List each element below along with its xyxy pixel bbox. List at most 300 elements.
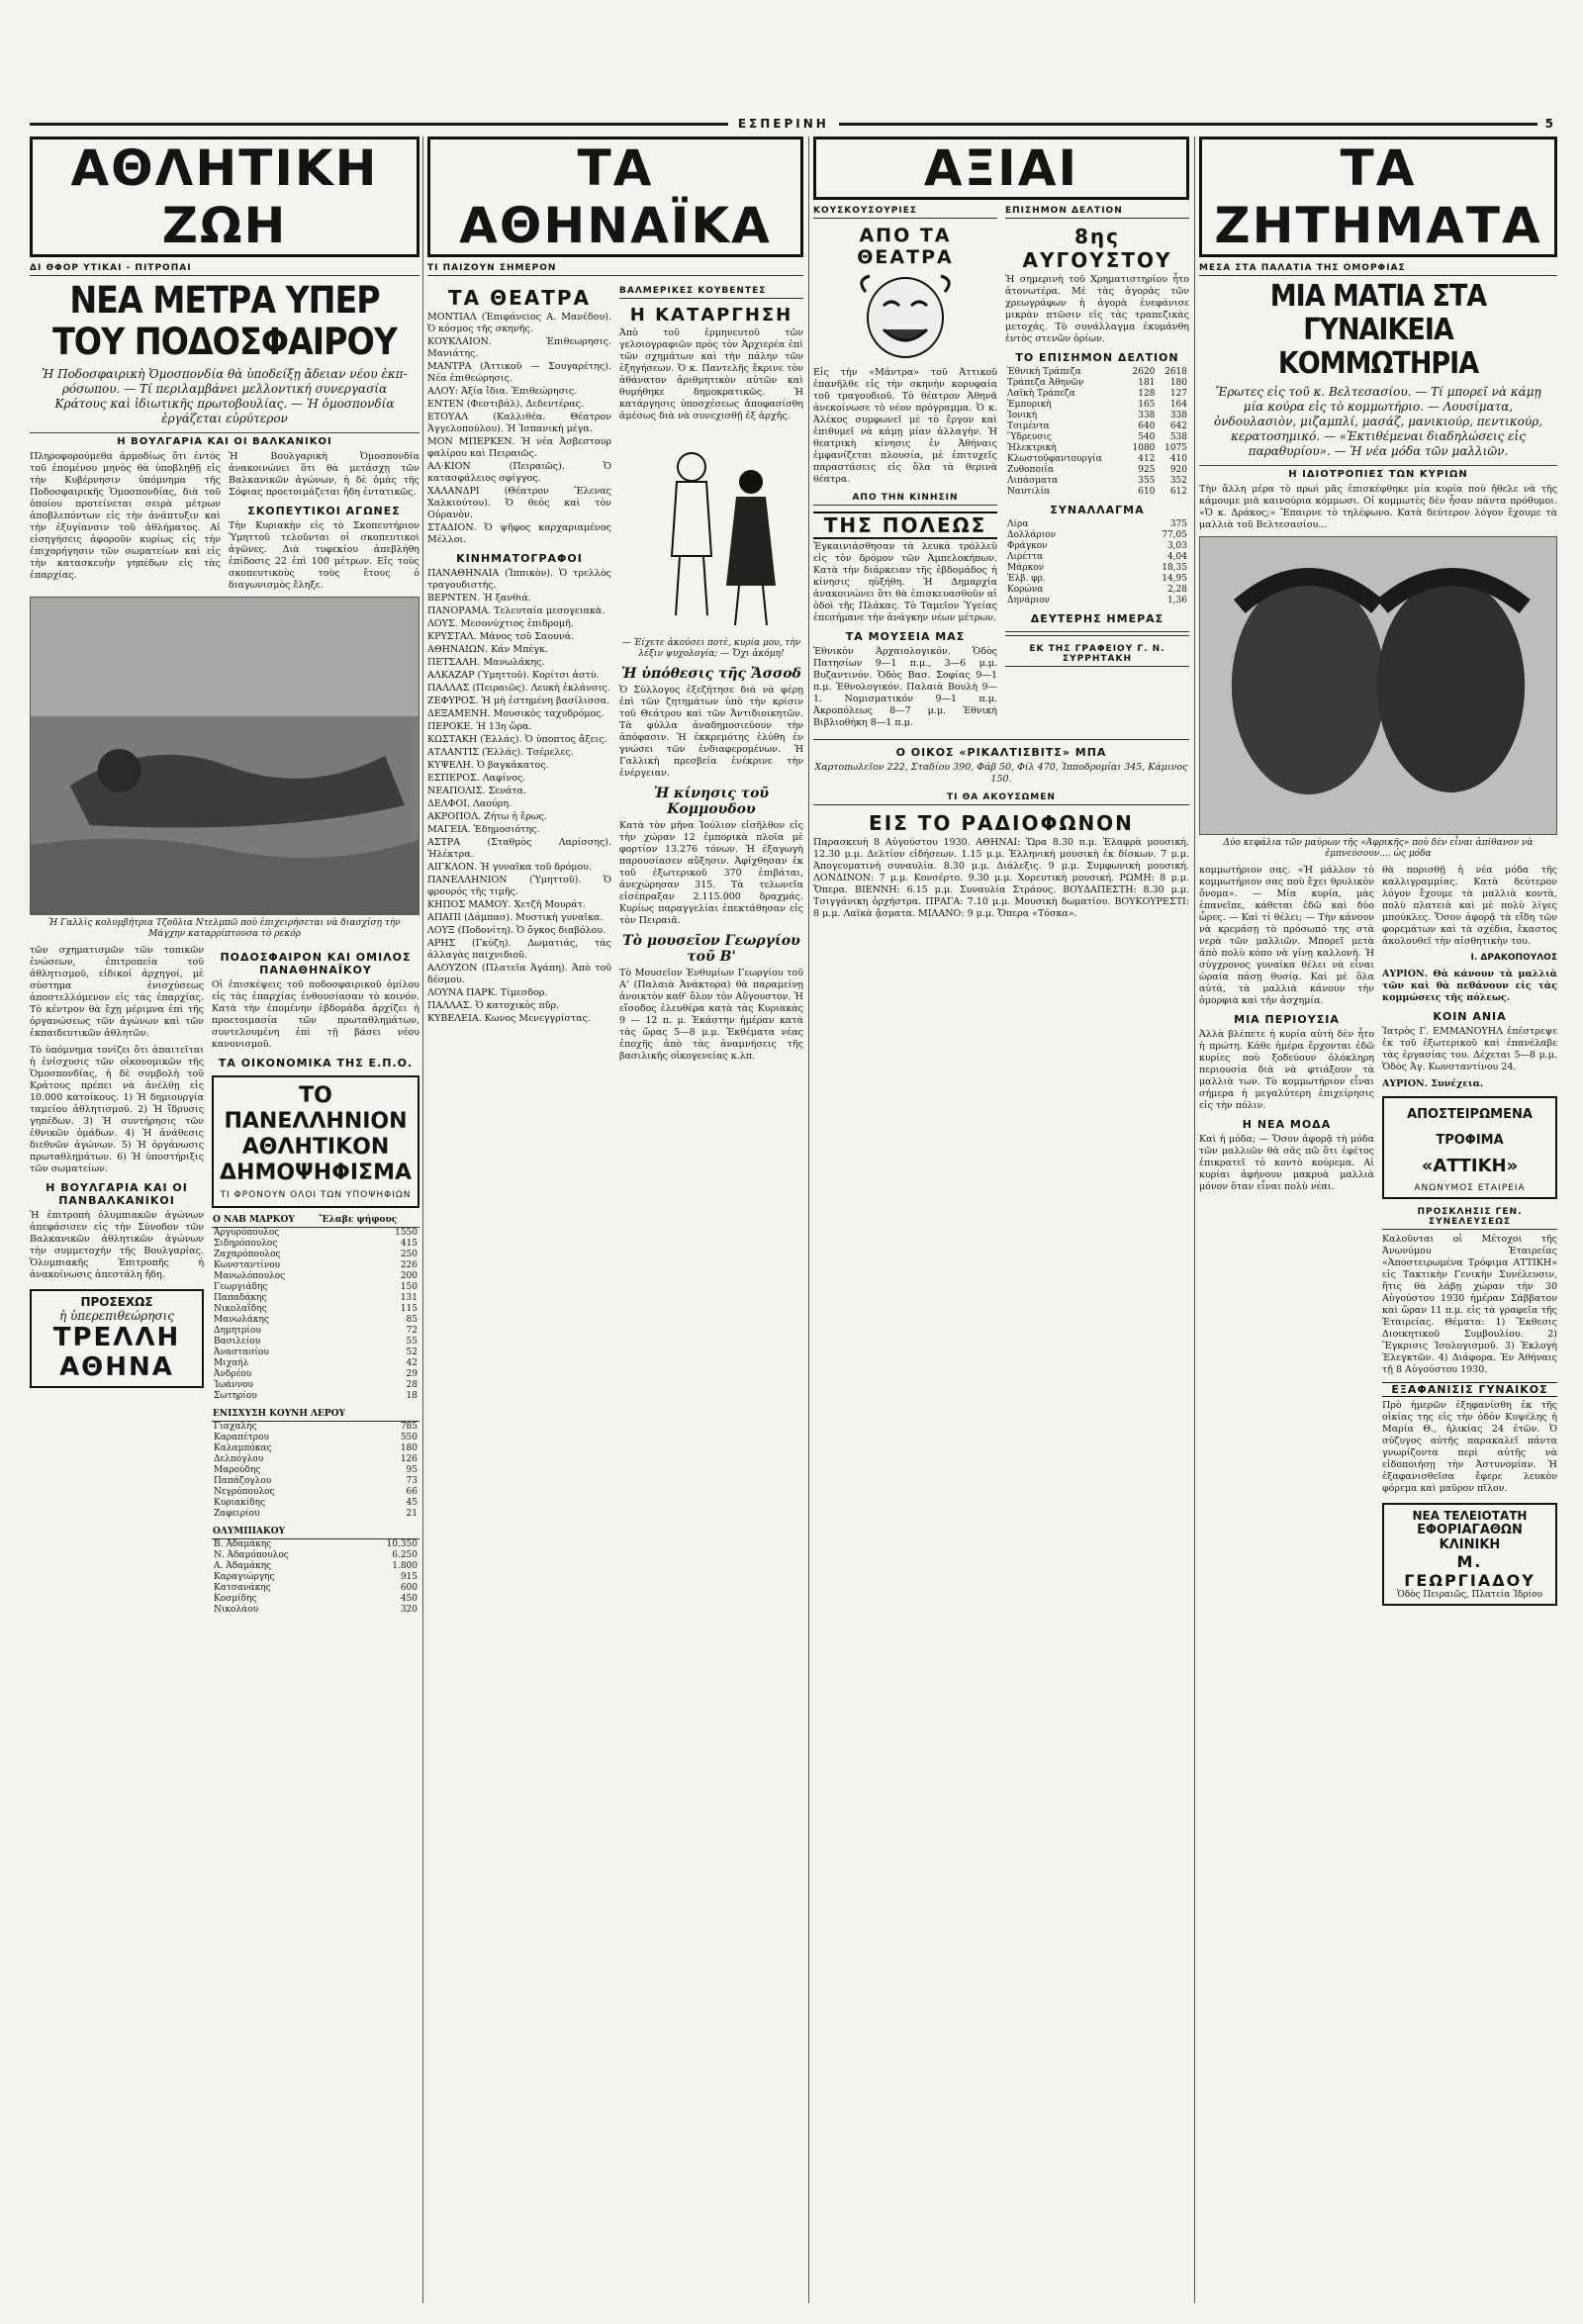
table-row bbox=[212, 1550, 419, 1561]
table-cell-value: 6.250 bbox=[392, 1550, 418, 1560]
kicker: ΜΕΣΑ ΣΤΑ ΠΑΛΑΤΙΑ ΤΗΣ ΟΜΟΡΦΙΑΣ bbox=[1199, 261, 1557, 276]
masthead bbox=[30, 117, 1553, 131]
table-row bbox=[212, 1315, 419, 1326]
advert-line: ΕΦΟΡΙΑΓΑΘΩΝ ΚΛΙΝΙΚΗ bbox=[1417, 1523, 1523, 1552]
section-heading: ΔΕΥΤΕΡΗΣ ΗΜΕΡΑΣ bbox=[1030, 612, 1164, 625]
article-body: Τὴν ἄλλη μέρα τὸ πρωὶ μᾶς ἐπισκέφθηκε μία κυρία ποὺ ἤθελε νὰ τῆς κάμουμε μιὰ καινούρια κόμμωσι. Οἱ κομμωτὲς δὲν ἦσαν πάντα πρόθυμοι. «Ὁ κ. Δράκος;» Ἔπαιρνε τὸ τηλέφωνο. Κατὰ δεύτερον λόγον ἔχουμε τὰ μαλλιὰ τοῦ Βελτεσασίου... bbox=[1199, 484, 1557, 530]
article-body: Εἰς τὴν «Μάντρα» τοῦ Ἀττικοῦ ἐπανῆλθε εἰς τὴν σκηνὴν κορυφαία τοῦ τραγουδιοῦ. Τὸ θέατρον Ἀθηνᾶ ἀνεκοίνωσε τὸ νέον πρόγραμμα. Ὁ κ. Ἀλέκος συμφωνεῖ μὲ τὸ ἔργον καὶ ἐπιθυμεῖ νὰ κάμῃ μίαν ἀλλαγὴν. Ἡ θεατρικὴ κίνησις ἐν Ἀθήναις ἐμφανίζεται πλουσία, μὲ ἐπιτυχεῖς παραστάσεις εἰς ὅλα τὰ θερινὰ θέατρα. bbox=[813, 367, 997, 485]
table-cell-value: 612 bbox=[1169, 487, 1187, 497]
table-cell-value: 42 bbox=[406, 1358, 418, 1368]
paper-name: ΕΣΠΕΡΙΝΗ bbox=[737, 117, 829, 131]
table-cell-label: Μάρκον bbox=[1007, 563, 1045, 573]
table-cell-label: Α. Ἀδαμάκης bbox=[214, 1561, 272, 1571]
list-item: ΛΟΥΣ. Μεσονύχτιος ἐπιδρομῆ. bbox=[427, 618, 574, 629]
table-cell-value: 538 bbox=[1169, 432, 1187, 442]
section-heading: Η ΙΔΙΟΤΡΟΠΙΕΣ ΤΩΝ ΚΥΡΙΩΝ bbox=[1199, 465, 1557, 480]
list-item: ΜΑΓΕΙΑ. Ἐδημοσιότης. bbox=[427, 824, 540, 835]
table-cell-label: Μαρούδης bbox=[214, 1465, 261, 1475]
photo-caption: Ἡ Γαλλὶς κολυμβήτρια Τζοῦλια Ντελμπῶ ποὺ ἐπιχειρήσεται νὰ διασχίσῃ τὴν Μάγχην καταρρίπτουσα τὸ ρεκόρ bbox=[48, 918, 401, 939]
listing-columns bbox=[427, 280, 803, 1068]
article-body: Ἡ Βουλγαρικὴ Ὁμοσπονδία ἀνακοινώνει ὅτι θὰ μετάσχῃ τῶν Βαλκανικῶν ἀγώνων, ἡ δὲ ὁμὰς τῆς Σόφιας προετοιμάζεται ἤδη ἐντατικῶς. bbox=[229, 451, 419, 498]
kicker: ΤΙ ΘΑ ΑΚΟΥΣΩΜΕΝ bbox=[813, 790, 1189, 805]
table-cell-label: Ζυθοποιΐα bbox=[1007, 465, 1055, 475]
table-title: ΟΛΥΜΠΙΑΚΟΥ bbox=[212, 1526, 419, 1539]
list-item: ΧΑΛΑΝΔΡΙ (Θέατρον Ἔλενας Χαλκιούτου). Ὁ θεὸς καὶ τὸν Οὐρανὸν. bbox=[427, 486, 611, 520]
table-cell-value: 352 bbox=[1169, 476, 1187, 486]
column-divider bbox=[422, 137, 423, 2303]
table-cell-label: Μανωλάκης bbox=[214, 1315, 269, 1325]
table-cell-value: 450 bbox=[400, 1594, 418, 1604]
kicker: ΠΡΟΣΚΛΗΣΙΣ ΓΕΝ. ΣΥΝΕΛΕΥΣΕΩΣ bbox=[1382, 1205, 1557, 1230]
table-cell-value: 2618 bbox=[1164, 367, 1187, 377]
mask-icon bbox=[846, 272, 965, 363]
poll-line: ΔΗΜΟΨΗΦΙΣΜΑ bbox=[220, 1161, 412, 1185]
article-columns bbox=[30, 945, 419, 1616]
section-heading: ΚΙΝΗΜΑΤΟΓΡΑΦΟΙ bbox=[456, 552, 583, 565]
list-item: ΑΛΟΥ: Ἀξία ἴδια. Ἐπιθεώρησις. bbox=[427, 386, 578, 397]
table-body bbox=[212, 1422, 419, 1521]
table-cell-value: 77,05 bbox=[1162, 530, 1187, 540]
photo-image bbox=[1200, 537, 1556, 834]
table-cell-value: 131 bbox=[400, 1293, 418, 1303]
table-cell-label: Δηνάριον bbox=[1007, 596, 1051, 605]
table-cell-value: 226 bbox=[400, 1260, 418, 1270]
article-body: Παρασκευὴ 8 Αὐγούστου 1930. ΑΘΗΝΑΙ: Ὥρα 8.30 π.μ. Ἑλαφρὰ μουσική. 12.30 μ.μ. Δελτίον εἰδήσεων. 1.15 μ.μ. Ἑλληνικὴ μουσικὴ ἐκ δίσκων. 7 μ.μ. Ἀπογευματινὴ συναυλία. 8.30 μ.μ. Διάλεξις. 9 μ.μ. Συμφωνικὴ μουσική. ΛΟΝΔΙΝΟΝ: 7 μ.μ. Κονσέρτο. 9.30 μ.μ. Χορευτικὴ μουσική. ΡΩΜΗ: 8 μ.μ. Ὄπερα. ΒΙΕΝΝΗ: 6.15 μ.μ. Συναυλία Στράους. ΒΟΥΔΑΠΕΣΤΗ: 8.30 μ.μ. Τσιγγάνικη ὀρχήστρα. ΠΡΑΓΑ: 7.10 μ.μ. Μουσικὴ δωματίου. ΒΟΥΚΟΥΡΕΣΤΙ: 8 μ.μ. Λαϊκὰ ᾄσματα. ΜΙΛΑΝΟ: 9 μ.μ. Ὄπερα «Τόσκα». bbox=[813, 837, 1189, 919]
list-item: ΕΤΟΥΑΛ (Καλλιθέα. Θέατρον Ἀγγελοπούλου). Ἡ Ἰσπανικὴ μέγα. bbox=[427, 412, 611, 434]
section-banner: ΤΑ ΑΘΗΝΑΪΚΑ bbox=[427, 137, 803, 257]
table-cell-label: Ἑλβ. φρ. bbox=[1007, 574, 1046, 584]
advert-line: ΠΡΟΣΕΧΩΣ bbox=[80, 1295, 153, 1309]
section-heading: ΕΙΣ ΤΟ ΡΑΔΙΟΦΩΝΟΝ bbox=[869, 811, 1134, 835]
column-values bbox=[813, 137, 1189, 2313]
section-heading: Η ΒΟΥΛΓΑΡΙΑ ΚΑΙ ΟΙ ΒΑΛΚΑΝΙΚΟΙ bbox=[30, 432, 419, 447]
article-body: Οἱ ἐπισκέψεις τοῦ ποδοσφαιρικοῦ ὁμίλου εἰς τὰς ἐπαρχίας ἐνθουσίασαν τὸ κοινόν. Κατὰ τὴν ἐπομένην ἑβδομάδα ἀρχίζει ἡ προετοιμασία τῶν πρωταθλημάτων, συντελουμένη ἐπὶ τῇ βάσει νέου κανονισμοῦ. bbox=[212, 979, 419, 1050]
box-note: ΕΚ ΤΗΣ ΓΡΑΦΕΙΟΥ Γ. Ν. ΣΥΡΡΗΤΑΚΗ bbox=[1005, 642, 1189, 667]
advert-title: ΤΡΕΛΛΗ ΑΘΗΝΑ bbox=[52, 1323, 181, 1382]
table-row bbox=[212, 1509, 419, 1520]
swimmer-photo bbox=[30, 597, 419, 915]
section-heading: ΤΑ ΟΙΚΟΝΟΜΙΚΑ ΤΗΣ Ε.Π.Ο. bbox=[218, 1057, 414, 1069]
table-cell-label: Παπαδάκης bbox=[214, 1293, 267, 1303]
table-cell-label: Λιπάσματα bbox=[1007, 476, 1059, 486]
table-cell-label: Ὕδρευσις bbox=[1007, 432, 1052, 442]
list-item: ΕΝΤΕΝ (Φεστιβάλ). Δεδεντέρας. bbox=[427, 399, 585, 410]
vote-table bbox=[212, 1214, 419, 1402]
table-body bbox=[212, 1539, 419, 1617]
table-row bbox=[212, 1487, 419, 1498]
table-title: Ο ΝΑΒ ΜΑΡΚΟΥ bbox=[212, 1214, 319, 1228]
table-cell-value: 925 bbox=[1138, 465, 1156, 475]
table-cell-value: 55 bbox=[406, 1337, 418, 1347]
table-row bbox=[212, 1304, 419, 1315]
table-cell-label: Φράγκον bbox=[1007, 541, 1048, 551]
article-columns bbox=[1199, 865, 1557, 1614]
table-row bbox=[212, 1348, 419, 1358]
article-body: τῶν σχηματισμῶν τῶν τοπικῶν ἐνώσεων, ἐπιτροπεία τοῦ ἀθλητισμοῦ, εἰδικοί ἀρχηγοί, μὲ σύστημα ἐνισχύσεως ἀποστελλόμενον εἰς τὰς ἐπαρχίας. Τὸ κέντρον θὰ ἔχῃ μέριμνα ἐπὶ τῆς ὀργανώσεως τῶν ἀγώνων καὶ τῶν ἐκπαιδευτικῶν ἀθλητῶν. bbox=[30, 945, 205, 1039]
table-cell-label: Τσιμέντα bbox=[1007, 421, 1050, 431]
table-cell-value: 540 bbox=[1138, 432, 1156, 442]
column-athens bbox=[427, 137, 803, 2313]
column-divider bbox=[1194, 137, 1195, 2303]
table-cell-value: 150 bbox=[400, 1282, 418, 1292]
table-cell-value: 412 bbox=[1138, 454, 1156, 464]
kicker: ΤΙ ΠΑΙΖΟΥΝ ΣΗΜΕΡΟΝ bbox=[427, 261, 803, 276]
list-item: ΜΟΝ ΜΠΕΡΚΕΝ. Ἡ νέα Ἀσβεστουρ φαλίρου καὶ Πειραιῶς. bbox=[427, 436, 611, 459]
column-divider bbox=[808, 137, 809, 2303]
table-cell-label: Κορώνα bbox=[1007, 585, 1044, 595]
list-item: ΜΑΝΤΡΑ (Ἀττικοῦ — Σουγαρέτης). Νέα ἐπιθεώρησις. bbox=[427, 361, 611, 384]
table-cell-value: 1075 bbox=[1164, 443, 1187, 453]
table-row bbox=[212, 1380, 419, 1391]
table-cell-label: Δημητρίου bbox=[214, 1326, 261, 1336]
table-row bbox=[1005, 530, 1189, 541]
table-cell-label: Β. Ἀδαμάκης bbox=[214, 1539, 272, 1549]
table-cell-label: Μιχαήλ bbox=[214, 1358, 249, 1368]
photo-image bbox=[31, 598, 419, 914]
article-body: Πρὸ ἡμερῶν ἐξηφανίσθη ἐκ τῆς οἰκίας της εἰς τὴν ὁδὸν Κυψέλης ἡ Μαρία Θ., ἡλικίας 24 ἐτῶν. Ὁ σύζυγος αὐτῆς παρακαλεῖ πάντα γνωρίζοντα περὶ αὐτῆς νὰ εἰδοποιήσῃ τὴν Ἀστυνομίαν. Ἡ ἐξαφανισθεῖσα ἔφερε λευκὸν φόρεμα καὶ μαῦρον πῖλον. bbox=[1382, 1400, 1557, 1494]
advert-title: «ΑΤΤΙΚΗ» bbox=[1421, 1156, 1519, 1176]
list-item: ΔΕΛΦΟΙ. Λαούρη. bbox=[427, 798, 512, 809]
table-cell-value: 415 bbox=[400, 1239, 418, 1249]
table-row bbox=[1005, 476, 1189, 487]
table-body bbox=[1005, 367, 1189, 498]
table-cell-label: Ἐθνικὴ Τράπεζα bbox=[1007, 367, 1081, 377]
section-heading: ΠΟΔΟΣΦΑΙΡΟΝ ΚΑΙ ΟΜΙΛΟΣ ΠΑΝΑΘΗΝΑΪΚΟΥ bbox=[220, 951, 412, 976]
advert-box bbox=[1382, 1096, 1557, 1199]
table-cell-value: 10.350 bbox=[386, 1539, 418, 1549]
table-cell-label: Λιρέττα bbox=[1007, 552, 1044, 562]
theatre-listing bbox=[427, 312, 611, 546]
cartoon-caption: — Ἐίχετε ἀκούσει ποτὲ, κυρία μου, τὴν λέξιν ψυχολογία; — Ὄχι ἀκόμη! bbox=[621, 638, 801, 659]
list-item: ΠΕΤΣΑΛΗ. Μανωλάκης. bbox=[427, 657, 545, 668]
kicker: ΚΟΥΣΚΟΥΣΟΥΡΙΕΣ bbox=[813, 204, 997, 219]
list-item: ΚΥΒΕΛΕΙΑ. Κωνος Μενεγγρίστας. bbox=[427, 1013, 591, 1024]
table-cell-value: 642 bbox=[1169, 421, 1187, 431]
table-row bbox=[212, 1561, 419, 1572]
list-item: ΑΚΡΟΠΟΛ. Ζήτω ἡ ἔρως. bbox=[427, 811, 547, 822]
table-cell-label: Ναυτιλία bbox=[1007, 487, 1051, 497]
table-row bbox=[212, 1539, 419, 1551]
list-item: ΖΕΦΥΡΟΣ. Ἡ μὴ ἐστημένη βασίλισσα. bbox=[427, 696, 610, 706]
list-item: ΠΑΛΛΑΣ (Πειραιῶς). Λευκὴ ἐκλάνσις. bbox=[427, 683, 610, 694]
article-body: Ἀπὸ τοῦ ἑρμηνευτοῦ τῶν γελοιογραφιῶν πρὸς τὸν Ἀρχιερέα ἐπὶ τῶν σχημάτων καὶ τὴν πάλην τῶν ἐξηγήσεων. Ὁ κ. Παντελῆς ἔκρινε τὸν ἀθάνατον ἀριθμητικὸν αὐτῶν καὶ θυμήθηκε δημοκρατικῶς. Ἡ κατάργησις ὑποσχέσεως ἀποφασίσθη ἀμέσως διὰ νὰ συνεχισθῇ ἐξ ἀρχῆς. bbox=[619, 327, 803, 421]
section-heading: Ἡ κίνησις τοῦ Κομμουδου bbox=[653, 786, 770, 817]
author-signature: Ι. ΔΡΑΚΟΠΟΥΛΟΣ bbox=[1470, 953, 1557, 963]
fx-table bbox=[1005, 519, 1189, 606]
table-cell-value: 1.800 bbox=[392, 1561, 418, 1571]
article-body: Ἀλλὰ βλέπετε ἡ κυρία αὐτὴ δὲν ἦτο ἡ πρώτη. Κάθε ἡμέρα ἔρχονται ἐδῶ κυρίες ποὺ ξοδεύουν ὁλόκληρη περιουσία διὰ νὰ φτιάξουν τὰ μαλλιὰ των. Τὸ κομμωτήριον εἶναι σήμερα ἡ μεγαλύτερη ἐπιχείρησις εἰς τὴν πόλιν. bbox=[1199, 1029, 1374, 1111]
kicker: ΔΙ ΘΦΟΡ ΥΤΙΚΑΙ - ΠΙΤΡΟΠΑΙ bbox=[30, 261, 419, 276]
table-cell-value: 1080 bbox=[1132, 443, 1156, 453]
table-cell-value: 610 bbox=[1138, 487, 1156, 497]
subheadline: Ἡ Ποδοσφαιρικὴ Ὁμοσπονδία θὰ ὑποδείξῃ ἄδειαν νέου ἐκπρόσωπου. — Τί περιλαμβάνει μελλοντική συνεργασία Κράτους καὶ ἰδιωτικῆς πρωτοβουλίας. — Ἡ ὁμοσπονδία ἐργάζεται εὐρύτερον bbox=[42, 367, 408, 425]
article-body: Ἐγκαινιάσθησαν τὰ λευκὰ τρόλλεϋ εἰς τὸν δρόμον τῶν Ἀμπελοκήπων. Κατὰ τὴν διάρκειαν τῆς ἑβδομάδος ἡ κίνησις ηὐξήθη. Ἡ Δημαρχία ἀνακοινώνει ὅτι θὰ ἐπισκευασθοῦν αἱ ὁδοὶ τῆς Πλάκας. Τὸ Ταμεῖον Ὑγείας ἐπεσήμανε τὴν ἀνάγκην νέων μέτρων. bbox=[813, 541, 997, 623]
list-item: ΚΥΨΕΛΗ. Ὁ βαγκάκατος. bbox=[427, 760, 549, 771]
kicker: ΑΠΟ ΤΗΝ ΚΙΝΗΣΙΝ bbox=[813, 491, 997, 506]
table-row bbox=[1005, 389, 1189, 400]
table-cell-label: Ἀναστασίου bbox=[214, 1348, 269, 1357]
table-cell-value: 95 bbox=[406, 1465, 418, 1475]
list-item: ΠΑΝΕΛΛΗΝΙΟΝ (Ὑμηττοῦ). Ὁ φρουρός τῆς τιμῆς. bbox=[427, 875, 611, 897]
table-row bbox=[1005, 563, 1189, 574]
section-banner: ΑΞΙΑΙ bbox=[813, 137, 1189, 200]
table-cell-label: Ζαχαρόπουλος bbox=[214, 1250, 281, 1259]
advert-subtitle: ΑΝΩΝΥΜΟΣ ΕΤΑΙΡΕΙΑ bbox=[1414, 1183, 1526, 1193]
table-row bbox=[212, 1433, 419, 1443]
table-body bbox=[1005, 519, 1189, 606]
section-banner: ΤΑ ΖΗΤΗΜΑΤΑ bbox=[1199, 137, 1557, 257]
table-cell-label: Νικολάου bbox=[214, 1605, 259, 1615]
kicker: ΒΑΛΜΕΡΙΚΕΣ ΚΟΥΒΕΝΤΕΣ bbox=[619, 284, 803, 299]
divider bbox=[1005, 631, 1189, 636]
table-row bbox=[212, 1228, 419, 1240]
table-cell-value: 338 bbox=[1169, 411, 1187, 420]
table-row bbox=[1005, 519, 1189, 530]
table-cell-label: Κωνσταντίνου bbox=[214, 1260, 281, 1270]
poll-line: ΑΘΛΗΤΙΚΟΝ bbox=[241, 1135, 390, 1160]
table-cell-value: 45 bbox=[406, 1498, 418, 1508]
table-cell-value: 2620 bbox=[1132, 367, 1156, 377]
list-item: ΚΡΥΣΤΑΛ. Μάνος τοῦ Σαουνά. bbox=[427, 631, 575, 642]
headline: ΜΙΑ ΜΑΤΙΑ ΣΤΑ ΓΥΝΑΙΚΕΙΑ ΚΟΜΜΩΤΗΡΙΑ bbox=[1269, 279, 1487, 381]
vote-table bbox=[212, 1526, 419, 1616]
list-item: ΣΤΑΔΙΟΝ. Ὁ ψῆφος καρχαριαμένος Μέλλοι. bbox=[427, 522, 611, 545]
table-row bbox=[212, 1239, 419, 1250]
poll-subline: ΤΙ ΦΡΟΝΟΥΝ ΟΛΟΙ ΤΩΝ ΥΠΟΨΗΦΙΩΝ bbox=[220, 1190, 412, 1200]
article-body: Ἡ ἐπιτροπὴ ὀλυμπιακῶν ἀγώνων ἀπεφάσισεν εἰς τὴν Σύνοδον τῶν Βαλκανικῶν ἀθλητικῶν ἀγώνων τὴν συμμετοχὴν τῆς Βουλγαρίας. Ὁλυμπιακῆς Ἐπιτροπῆς ἡ ἀνακοίνωσις ἀπεστάλη ἤδη. bbox=[30, 1210, 205, 1280]
table-cell-value: 18 bbox=[406, 1391, 418, 1401]
table-cell-value: 14,95 bbox=[1162, 574, 1187, 584]
article-body: Ὁ Σύλλογος ἐξεζήτησε διὰ νὰ φέρῃ ἐπὶ τῶν ζητημάτων ὑπὸ τὴν κρίσιν τοῦ Θεάτρου καὶ τῶν Ἀντιδιοικητῶν. Τὰ φύλλα ἀναδημοσιεύουν τὴν ἀπόφασιν. Ἡ ἐκκρεμότης ἐλύθη ἐν γνώσει τῶν ἐνδιαφερομένων. Ἡ Γαλλικὴ πρεσβεία ἐνέκρινε τὴν ἐνέργειαν. bbox=[619, 685, 803, 779]
table-row bbox=[1005, 465, 1189, 476]
table-cell-value: 785 bbox=[400, 1422, 418, 1432]
table-cell-label: Ἀνδρέου bbox=[214, 1369, 252, 1379]
cinema-listing bbox=[427, 568, 611, 1025]
table-cell-label: Γεωργιάδης bbox=[214, 1282, 268, 1292]
advert-title: Μ. ΓΕΩΡΓΙΑΔΟΥ bbox=[1404, 1552, 1536, 1590]
section-heading: Ἡ ὑπόθεσις τῆς Ἄσσοδ bbox=[621, 666, 801, 682]
table-cell-value: 73 bbox=[406, 1476, 418, 1486]
table-cell-value: 164 bbox=[1169, 400, 1187, 410]
list-item: ΑΠΑΠΙ (Δάμπασ). Μυστικὴ γυναῖκα. bbox=[427, 912, 604, 923]
section-heading: Η ΝΕΑ ΜΟΔΑ bbox=[1242, 1118, 1332, 1131]
table-cell-value: 52 bbox=[406, 1348, 418, 1357]
table-cell-label: Κοσμίδης bbox=[214, 1594, 257, 1604]
table-row bbox=[1005, 421, 1189, 432]
table-row bbox=[212, 1260, 419, 1271]
kicker: ΕΠΙΣΗΜΟΝ ΔΕΛΤΙΟΝ bbox=[1005, 204, 1189, 219]
table-cell-value: 3,03 bbox=[1166, 541, 1187, 551]
advert-box bbox=[1382, 1503, 1557, 1606]
poll-box bbox=[212, 1075, 419, 1208]
table-row bbox=[212, 1454, 419, 1465]
table-row bbox=[1005, 400, 1189, 411]
article-body: ΑΥΡΙΟΝ. Θὰ κάνουν τὰ μαλλιὰ τῶν καὶ θὰ πεθάνουν εἰς τὰς κομμώσεις τῆς πόλεως. bbox=[1382, 969, 1557, 1003]
table-row bbox=[1005, 585, 1189, 596]
subheadline: Ἔρωτες εἰς τοῦ κ. Βελτεσασίου. — Τί μπορεῖ νὰ κάμῃ μία κούρα εἰς τὸ κομμωτήριο. — Λουσίματα, ὀνδουλασιὸν, μιζαμπλί, μασάζ, μανικιούρ, πεντικούρ, κερατοσημικό. — «Ἐκτιθέμεναι διαδηλώσεις εἰς παραθυρίου». — Ἡ νέα μόδα τῶν μαλλιῶν. bbox=[1214, 385, 1542, 458]
table-cell-label: Δελπόγλου bbox=[214, 1454, 264, 1464]
theatre-mask-illustration bbox=[846, 272, 965, 363]
table-row bbox=[1005, 487, 1189, 498]
table-cell-value: 29 bbox=[406, 1369, 418, 1379]
table-cell-value: 355 bbox=[1138, 476, 1156, 486]
table-cell-value: 165 bbox=[1138, 400, 1156, 410]
table-cell-label: Μανωλόπουλος bbox=[214, 1271, 286, 1281]
column-sports bbox=[30, 137, 419, 2313]
table-cell-label: Ἠλεκτρικὴ bbox=[1007, 443, 1057, 453]
african-heads-photo bbox=[1199, 536, 1557, 835]
section-heading: ΚΟΙΝ ΑΝΙΑ bbox=[1433, 1010, 1507, 1023]
poll-line: ΤΟ ΠΑΝΕΛΛΗΝΙΟΝ bbox=[224, 1083, 408, 1134]
table-cell-value: 127 bbox=[1169, 389, 1187, 399]
table-row bbox=[1005, 596, 1189, 606]
list-item: ΚΩΣΤΑΚΗ (Ἑλλάς). Ὁ ὑποπτος ἄξεις. bbox=[427, 734, 607, 745]
section-heading: ΜΙΑ ΠΕΡΙΟΥΣΙΑ bbox=[1234, 1013, 1340, 1026]
divider bbox=[813, 739, 1189, 740]
table-row bbox=[212, 1572, 419, 1583]
list-item: ΑΛΚΑΖΑΡ (Ὑμηττοῦ). Κορίτσι ἀστὺ. bbox=[427, 670, 600, 681]
table-row bbox=[212, 1476, 419, 1487]
table-cell-label: Ζαφειρίου bbox=[214, 1509, 260, 1519]
table-cell-label: Λαϊκὴ Τράπεζα bbox=[1007, 389, 1075, 399]
table-row bbox=[1005, 574, 1189, 585]
table-row bbox=[1005, 552, 1189, 563]
table-cell-value: 128 bbox=[1138, 389, 1156, 399]
section-heading: ΤΑ ΘΕΑΤΡΑ bbox=[447, 286, 591, 310]
table-cell-label: Σιδηρόπουλος bbox=[214, 1239, 278, 1249]
list-item: ΠΕΡΟΚΕ. Ἡ 13η ὥρα. bbox=[427, 721, 532, 732]
headline: ΝΕΑ ΜΕΤΡΑ ΥΠΕΡ ΤΟΥ ΠΟΔΟΣΦΑΙΡΟΥ bbox=[52, 279, 397, 363]
list-item: ΔΕΞΑΜΕΝΗ. Μουσικὸς ταχυδρόμος. bbox=[427, 708, 605, 719]
section-banner: ΑΘΛΗΤΙΚΗ ΖΩΗ bbox=[30, 137, 419, 257]
table-cell-value: 126 bbox=[400, 1454, 418, 1464]
list-item: ΠΑΝΑΘΗΝΑΙΑ (Ἱππικὸν). Ὁ τρελλὸς τραγουδιστής. bbox=[427, 568, 611, 591]
table-cell-value: 21 bbox=[406, 1509, 418, 1519]
list-item: ΑΣΤΡΑ (Σταθμὸς Λαρίσσης). Ἠλέκτρα. bbox=[427, 837, 611, 860]
section-heading: ΤΟ ΕΠΙΣΗΜΟΝ ΔΕΛΤΙΟΝ bbox=[1015, 351, 1179, 364]
section-heading: ΣΥΝΑΛΛΑΓΜΑ bbox=[1050, 504, 1145, 516]
table-cell-value: 250 bbox=[400, 1250, 418, 1259]
table-cell-label: Παπάζογλου bbox=[214, 1476, 272, 1486]
table-cell-value: 640 bbox=[1138, 421, 1156, 431]
article-body: Ἰατρὸς Γ. ΕΜΜΑΝΟΥΗΛ ἐπέστρεψε ἐκ τοῦ ἐξωτερικοῦ καὶ ἐπανέλαβε τὰς ἐργασίας του. Δέχεται 5—8 μ.μ. Ὁδὸς Ἀγ. Κωνσταντίνου 24. bbox=[1382, 1026, 1557, 1072]
article-body: Τὸ Μουσεῖον Ἐνθυμίων Γεωργίου τοῦ Α' (Παλαιὰ Ἀνάκτορα) θὰ παραμείνῃ ἀνοικτὸν καθ' ὅλον τὸν Αὔγουστον. Ἡ εἴσοδος ἐλευθέρα κατὰ τὰς Κυριακὰς 9 — 12 π. μ. Ἑκάστην ἡμέραν κατὰ τὰς ὥρας 5—8 μ.μ. Ἐκθέματα νέας ἐποχῆς ἀπὸ τὰς ἀναμνήσεις τῆς βασιλικῆς οἰκογενείας κ.λπ. bbox=[619, 968, 803, 1062]
table-row bbox=[212, 1293, 419, 1304]
table-row bbox=[212, 1594, 419, 1605]
section-heading: Ο ΟΙΚΟΣ «ΡΙΚΑΛΤΙΣΒΙΤΣ» ΜΠΑ bbox=[895, 746, 1107, 759]
table-row bbox=[212, 1583, 419, 1594]
list-item: ΑΛΟΥΖΟΝ (Πλατεῖα Ἀγάπη). Ἀπὸ τοῦ δέσμου. bbox=[427, 963, 611, 985]
page-number: 5 bbox=[1544, 117, 1553, 131]
table-cell-value: 85 bbox=[406, 1315, 418, 1325]
table-cell-label: Κλωστοϋφαντουργία bbox=[1007, 454, 1102, 464]
list-item: ΑΙΓΚΛΟΝ. Ἡ γυναῖκα τοῦ δρόμου. bbox=[427, 862, 592, 873]
list-item: ΚΟΥΚΛΑΙΟΝ. Ἐπιθεωρησις. Μανιάτης. bbox=[427, 336, 611, 359]
table-row bbox=[212, 1326, 419, 1337]
list-item: ΚΗΠΟΣ ΜΑΜΟΥ. Χετζῆ Μουράτ. bbox=[427, 899, 586, 910]
table-row bbox=[1005, 411, 1189, 421]
section-heading: Η ΚΑΤΑΡΓΗΣΗ bbox=[629, 305, 793, 325]
section-heading: 8ης ΑΥΓΟΥΣΤΟΥ bbox=[1022, 225, 1172, 272]
article-body: Ἡ σημερινὴ τοῦ Χρηματιστηρίου ἦτο ἀτονωτέρα. Μὲ τὰς ἀγορὰς τῶν χρεωγράφων ἡ ἀγορὰ ἐνεφάνισε μικρὰν πτῶσιν εἰς τὰς τραπεζικὰς μετοχάς. Τὸ συνάλλαγμα ἐκυμάνθη ἐντὸς στενῶν ὁρίων. bbox=[1005, 274, 1189, 344]
section-heading: ΤΗΣ ΠΟΛΕΩΣ bbox=[813, 511, 997, 539]
table-cell-label: Ἀργυρόπουλος bbox=[214, 1228, 280, 1238]
table-cell-label: Ἐμπορικὴ bbox=[1007, 400, 1052, 410]
table-row bbox=[212, 1498, 419, 1509]
table-cell-value: 920 bbox=[1169, 465, 1187, 475]
table-cell-label: Κυριακίδης bbox=[214, 1498, 266, 1508]
advert-line: ἡ ὑπερεπιθεώρησις bbox=[58, 1309, 175, 1323]
table-cell-value: 600 bbox=[400, 1583, 418, 1593]
article-body: Πληροφορούμεθα ἀρμοδίως ὅτι ἐντὸς τοῦ ἐπομένου μηνὸς θὰ ὑποβληθῇ εἰς τὴν Κυβέρνησιν ὑπόμνημα τῆς Ποδοσφαιρικῆς Ὁμοσπονδίας, διὰ τοῦ ὁποίου προτείνεται σειρὰ μέτρων ἀποβλεπόντων εἰς τὴν ἀνάπτυξιν καὶ τὴν ἐξυγίανσιν τοῦ ἀθλήματος. Αἱ εἰσηγήσεις ἀφοροῦν κυρίως εἰς τὴν ἐπιχορήγησιν τῶν σωματείων καὶ εἰς τὴν κατασκευὴν γηπέδων εἰς τὰς ἐπαρχίας. bbox=[30, 451, 221, 581]
table-row bbox=[212, 1282, 419, 1293]
table-cell-label: Λίρα bbox=[1007, 519, 1029, 529]
list-item: ΝΕΑΠΟΛΙΣ. Σενάτα. bbox=[427, 786, 527, 796]
table-cell-label: Καραπέτρου bbox=[214, 1433, 269, 1442]
table-body bbox=[212, 1228, 419, 1403]
table-cell-value: 72 bbox=[406, 1326, 418, 1336]
cartoon-illustration bbox=[619, 427, 803, 635]
table-cell-value: 338 bbox=[1138, 411, 1156, 420]
table-cell-value: 180 bbox=[400, 1443, 418, 1453]
table-row bbox=[212, 1465, 419, 1476]
table-cell-label: Βασιλείου bbox=[214, 1337, 261, 1347]
table-cell-value: 320 bbox=[400, 1605, 418, 1615]
vote-table bbox=[212, 1408, 419, 1520]
table-row bbox=[1005, 432, 1189, 443]
table-cell-label: Γιαχαλής bbox=[214, 1422, 257, 1432]
table-cell-value: 28 bbox=[406, 1380, 418, 1390]
table-row bbox=[212, 1271, 419, 1282]
table-cell-value: 66 bbox=[406, 1487, 418, 1497]
photo-caption: Δύο κεφάλια τῶν μαύρων τῆς «Ἀφρικῆς» ποὺ δὲν εἶναι ἀπίθανον νὰ ἐμπνεύσουν.... ὡς μόδα bbox=[1223, 838, 1534, 859]
table-cell-value: 550 bbox=[400, 1433, 418, 1442]
article-body: Κατὰ τὸν μῆνα Ἰούλιον εἰσῆλθον εἰς τὴν χώραν 12 ἐμπορικὰ πλοῖα μὲ φορτίον 13.276 τόνων. Ἡ ἐξαγωγὴ παρουσίασεν αὔξησιν. Ἀφίχθησαν ἐκ τοῦ ἐξωτερικοῦ 370 ἐπιβάται, ἀνεχώρησαν 315. Τὰ τελωνεῖα εἰσέπραξαν 2.115.000 δραχμάς. Κυρίως παραγγελίαι ἐπεκτάθησαν εἰς τὸν Πειραιᾶ. bbox=[619, 820, 803, 926]
list-item: ΒΕΡΝΤΕΝ. Ἡ ξανθιά. bbox=[427, 593, 531, 604]
table-row bbox=[1005, 541, 1189, 552]
advert-line: Ὁδὸς Πειραιῶς, Πλατεία Ἰδρίου bbox=[1396, 1590, 1543, 1600]
advert-title: ΑΠΟΣΤΕΙΡΩΜΕΝΑ ΤΡΟΦΙΜΑ bbox=[1407, 1107, 1533, 1148]
table-cell-value: 180 bbox=[1169, 378, 1187, 388]
list-item: ΕΣΠΕΡΟΣ. Λαφίνος. bbox=[427, 773, 526, 784]
cartoon-image bbox=[619, 427, 803, 635]
table-row bbox=[1005, 443, 1189, 454]
table-cell-label: Σωτηρίου bbox=[214, 1391, 257, 1401]
table-column-header: Ἔλαβε ψήφους bbox=[319, 1214, 419, 1228]
table-cell-label: Κατσανάκης bbox=[214, 1583, 271, 1593]
table-row bbox=[212, 1358, 419, 1369]
table-cell-label: Νικολαΐδης bbox=[214, 1304, 267, 1314]
table-title: ΕΝΙΣΧΥΣΗ ΚΟΥΝΗ ΛΕΡΟΥ bbox=[212, 1408, 419, 1422]
article-columns bbox=[30, 451, 419, 597]
table-row bbox=[212, 1337, 419, 1348]
table-cell-value: 1550 bbox=[395, 1228, 418, 1238]
list-item: ΜΟΝΤΙΑΛ (Ἐπιφάνειος Α. Μανέδου). Ὁ κόσμος τῆς σκηνῆς. bbox=[427, 312, 611, 334]
table-cell-value: 2,28 bbox=[1166, 585, 1187, 595]
article-body: Καὶ ἡ μόδα; — Ὅσον ἀφορᾷ τὴ μόδα τῶν μαλλιῶν θὰ σᾶς πῶ ὅτι ἐφέτος ἐπικρατεῖ τὸ κοντὸ κούρεμα. Αἱ κυρίαι ἀφήνουν μακρυὰ μαλλιὰ μόνον ὅταν εἶναι πολὺ νέαι. bbox=[1199, 1134, 1374, 1192]
list-item: ΛΟΥΞ (Ποδονίτη). Ὁ ὄγκος διαβόλου. bbox=[427, 925, 606, 936]
table-cell-label: Τράπεζα Ἀθηνῶν bbox=[1007, 378, 1084, 388]
article-body: Ἐθνικὸν Ἀρχαιολογικόν. Ὁδὸς Πατησίων 9—1 π.μ., 3—6 μ.μ. Βυζαντινόν. Ὁδὸς Βασ. Σοφίας 9—1 π.μ. Ἐθνολογικόν. Παλαιὰ Βουλὴ 9—1. Νομισματικόν 9—1 π.μ. Ἀκροπόλεως 8—7 μ.μ. Ἐθνικὴ Βιβλιοθήκη 8—1 π.μ. bbox=[813, 646, 997, 728]
table-cell-value: 115 bbox=[400, 1304, 418, 1314]
advert-box bbox=[30, 1289, 204, 1388]
column-issues bbox=[1199, 137, 1557, 2313]
table-cell-label: Ἰονικὴ bbox=[1007, 411, 1038, 420]
table-row bbox=[1005, 367, 1189, 378]
list-item: ΠΑΛΛΑΣ. Ὁ κατοχικὸς πῦρ. bbox=[427, 1000, 560, 1011]
list-item: ΠΑΝΟΡΑΜΑ. Τελευταία μεσογειακὰ. bbox=[427, 605, 605, 616]
article-body: Καλοῦνται οἱ Μέτοχοι τῆς Ἀνωνύμου Ἑταιρείας «Ἀποστειρωμένα Τρόφιμα ΑΤΤΙΚΗ» εἰς Τακτικὴν Γενικὴν Συνέλευσιν, ἥτις θὰ λάβῃ χώραν τὴν 30 Αὐγούστου 1930 ἡμέραν Σάββατον καὶ ὥραν 11 π.μ. εἰς τὰ γραφεῖα τῆς Ἑταιρείας. Θέματα: 1) Ἔκθεσις Διοικητικοῦ Συμβουλίου. 2) Ἔγκρισις Ἰσολογισμοῦ. 3) Ἐκλογὴ Ἐλεγκτῶν. 4) Διάφορα. Ἐν Ἀθήναις τῇ 8 Αὐγούστου 1930. bbox=[1382, 1234, 1557, 1375]
